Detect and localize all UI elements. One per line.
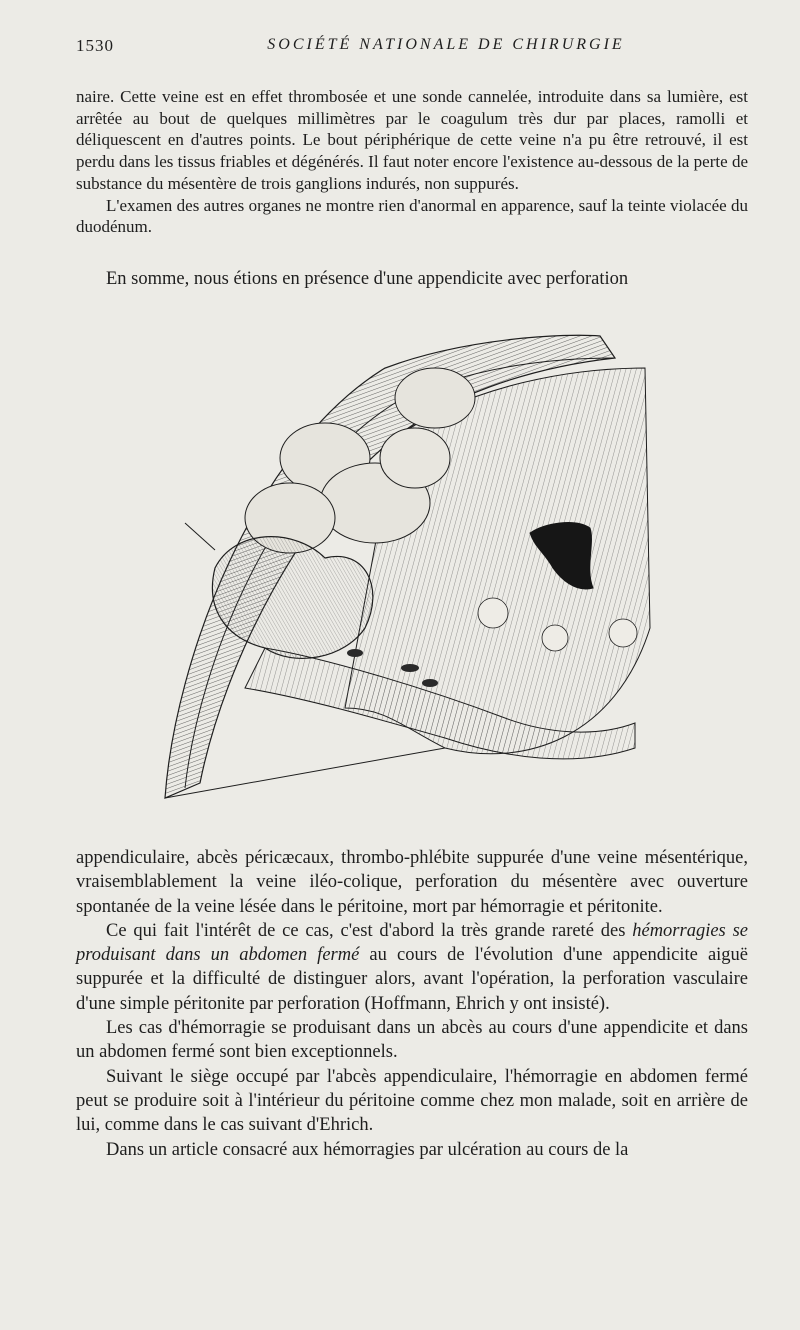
paragraph: Les cas d'hémorragie se produisant dans un abcès au cours d'une appendicite et dans un abdomen fermé sont bien exceptionnels. [76,1018,748,1063]
paragraph: En somme, nous étions en présence d'une appendicite avec perforation [106,269,629,289]
page-number: 1530 [76,36,114,55]
paragraph: appendiculaire, abcès péricæcaux, thrombo-phlébite suppurée d'une veine mésentérique, vraisemblablement la veine iléo-colique, perforation du mésentère avec ouverture spontanée de la veine lésée dans le péritoine, mort par hémorragie et péritonite. [76,848,748,917]
text-run: Ce qui fait l'intérêt de ce cas, c'est d'abord la très grande rareté des [106,920,633,941]
paragraph-italic-emphasis [76,919,748,1016]
body-text-middle [76,267,748,291]
text-run: au cours de l'évolution d'une appendicite aiguë suppurée et la difficulté de distinguer alors, avant l'opération, la perforation vasculaire d'une simple péritonite par perforation (Hoffmann, Ehrich y ont insisté). [76,945,749,1014]
body-text-bottom [76,846,748,1162]
anatomical-illustration [145,328,655,808]
paragraph: Dans un article consacré aux hémorragies par ulcération au cours de la [106,1139,629,1160]
paragraph: naire. Cette veine est en effet thrombosée et une sonde cannelée, introduite dans sa lumière, est arrêtée au bout de quelques millimètres par le coagulum très dur par places, ramolli et déliquescent en d'autres points. Le bout périphérique de cette veine n'a pu être retrouvé, il est perdu dans les tissus friables et dégénérés. Il faut noter encore l'existence au-dessous de la perte de substance du mésentère de trois ganglions indurés, non suppurés. [76,87,748,193]
running-title: SOCIÉTÉ NATIONALE DE CHIRURGIE [267,36,625,53]
paragraph: L'examen des autres organes ne montre rien d'anormal en apparence, sauf la teinte violacée du duodénum. [76,195,748,237]
running-header [76,36,748,60]
paragraph: Suivant le siège occupé par l'abcès appendiculaire, l'hémorragie en abdomen fermé peut se produire soit à l'intérieur du péritoine comme chez mon malade, soit en arrière de lui, comme dans le cas suivant d'Ehrich. [76,1066,748,1136]
body-text-top [76,86,748,238]
italic-phrase: hémorragies se produisant dans un abdomen fermé [76,920,748,966]
